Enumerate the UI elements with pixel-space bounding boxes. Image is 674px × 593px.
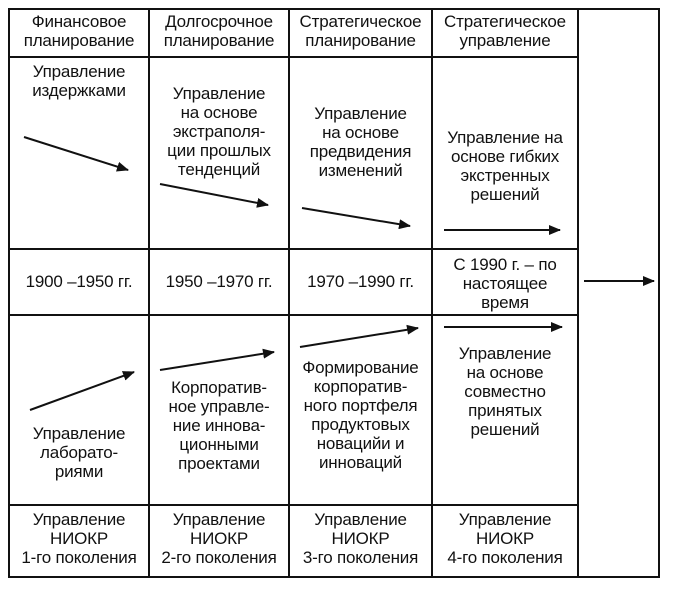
header-long-term-planning: Долгосрочное планирование (163, 12, 275, 50)
rnd-generation-1: Управление НИОКР 1-го поколения (21, 510, 137, 567)
approach-flexible-decisions: Управление на основе гибких экстренных решений (447, 128, 563, 204)
rnd-generation-2: Управление НИОКР 2-го поколения (161, 510, 277, 567)
rnd-generation-4: Управление НИОКР 4-го поколения (447, 510, 563, 567)
period-1970-1990: 1970 –1990 гг. (307, 272, 414, 291)
innovation-corporate-projects: Корпоратив- ное управле- ние иннова- ционными проектами (168, 378, 270, 473)
rnd-generation-3: Управление НИОКР 3-го поколения (302, 510, 419, 567)
header-strategic-planning: Стратегическое планирование (299, 12, 422, 50)
period-1990-present: С 1990 г. – по настоящее время (453, 255, 557, 312)
period-1900-1950: 1900 –1950 гг. (25, 272, 133, 291)
innovation-laboratories: Управление лаборато- риями (32, 424, 126, 481)
header-strategic-management: Стратегическое управление (444, 12, 566, 50)
approach-extrapolation: Управление на основе экстраполя- ции прошлых тенденций (167, 84, 271, 179)
header-financial-planning: Финансовое планирование (23, 12, 135, 50)
arrow-portfolio (300, 328, 418, 347)
arrow-extrapolation (160, 184, 268, 205)
innovation-portfolio: Формирование корпоратив- ного портфеля продуктовых новацийи и инноваций (302, 358, 419, 472)
arrow-laboratories (30, 372, 134, 410)
approach-cost-management: Управление издержками (32, 62, 126, 100)
arrow-cost-management (24, 137, 128, 170)
arrow-foresight (302, 208, 410, 226)
arrow-corporate-projects (160, 352, 274, 370)
approach-foresight: Управление на основе предвидения изменений (309, 104, 412, 180)
innovation-joint-decisions: Управление на основе совместно принятых решений (458, 344, 552, 439)
period-1950-1970: 1950 –1970 гг. (165, 272, 273, 291)
